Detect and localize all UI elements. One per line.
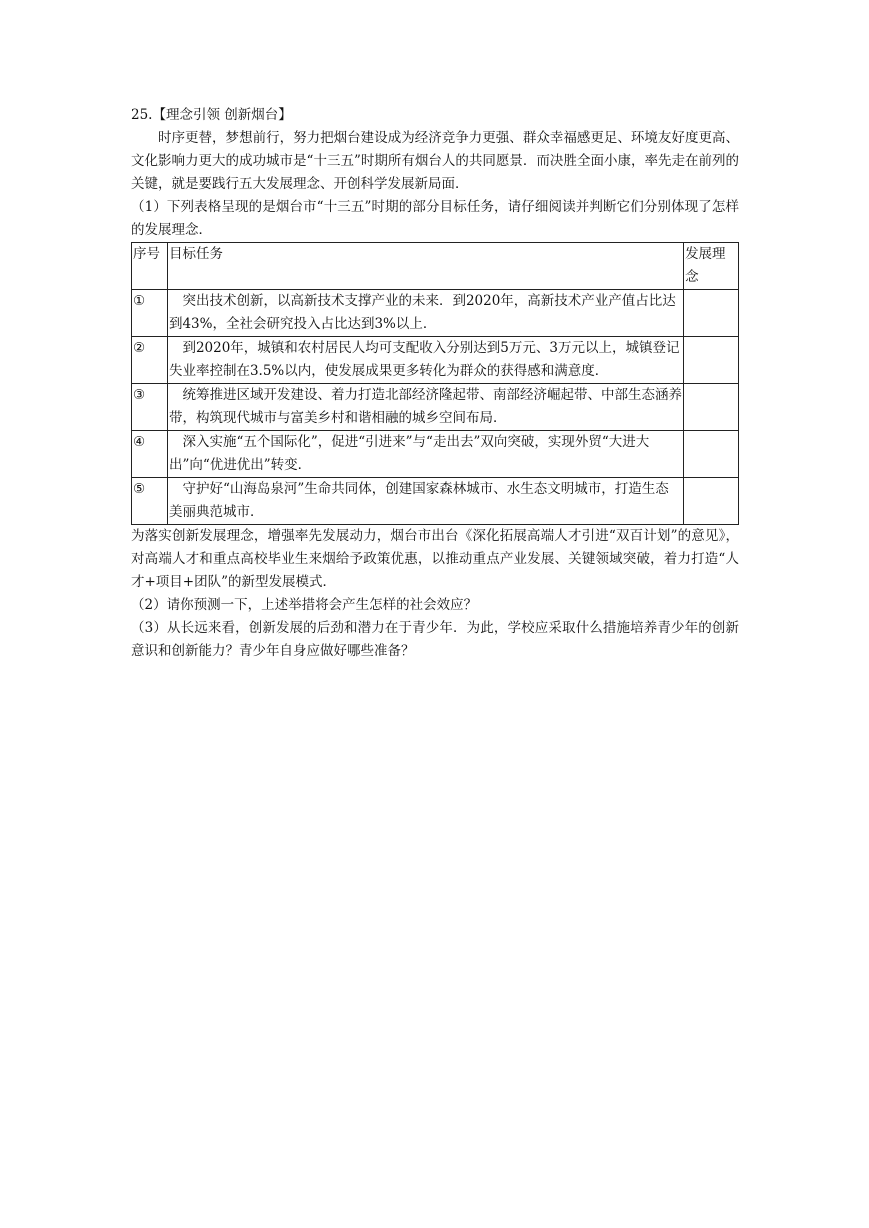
goals-table bbox=[131, 242, 739, 525]
sub-question-1: （1）下列表格呈现的是烟台市“十三五”时期的部分目标任务，请仔细阅读并判断它们分别体现了怎样的发展理念． bbox=[131, 199, 739, 238]
sub-question-3: （3）从长远来看，创新发展的后劲和潜力在于青少年．为此，学校应采取什么措施培养青少年的创新意识和创新能力？青少年自身应做好哪些准备？ bbox=[131, 620, 739, 659]
row-task: 统筹推进区域开发建设、着力打造北部经济隆起带、南部经济崛起带、中部生态涵养带，构筑现代城市与富美乡村和谐相融的城乡空间布局． bbox=[167, 384, 683, 431]
row-task: 深入实施“五个国际化”，促进“引进来”与“走出去”双向突破，实现外贸“大进大出”向“优进优出”转变． bbox=[167, 431, 683, 478]
sub-question-2: （2）请你预测一下，上述举措将会产生怎样的社会效应？ bbox=[131, 597, 478, 613]
header-task: 目标任务 bbox=[167, 243, 683, 290]
row-number: ⑤ bbox=[132, 478, 168, 525]
row-idea-blank bbox=[684, 431, 739, 478]
table-header-row bbox=[132, 243, 739, 290]
table-row bbox=[132, 290, 739, 337]
row-task: 突出技术创新，以高新技术支撑产业的未来．到2020年，高新技术产业产值占比达到43%，全社会研究投入占比达到3%以上． bbox=[167, 290, 683, 337]
question-title: 25.【理念引领 创新烟台】 bbox=[131, 107, 292, 123]
row-task: 到2020年，城镇和农村居民人均可支配收入分别达到5万元、3万元以上，城镇登记失业率控制在3.5%以内，使发展成果更多转化为群众的获得感和满意度． bbox=[167, 337, 683, 384]
question-block bbox=[131, 104, 739, 663]
table-row bbox=[132, 384, 739, 431]
table-row bbox=[132, 431, 739, 478]
row-idea-blank bbox=[684, 290, 739, 337]
row-number: ④ bbox=[132, 431, 168, 478]
header-idea: 发展理念 bbox=[684, 243, 739, 290]
intro-paragraph: 时序更替，梦想前行，努力把烟台建设成为经济竞争力更强、群众幸福感更足、环境友好度更高、文化影响力更大的成功城市是“十三五”时期所有烟台人的共同愿景．而决胜全面小康，率先走在前列的关键，就是要践行五大发展理念、开创科学发展新局面． bbox=[131, 130, 739, 192]
row-number: ① bbox=[132, 290, 168, 337]
row-task: 守护好“山海岛泉河”生命共同体，创建国家森林城市、水生态文明城市，打造生态美丽典范城市． bbox=[167, 478, 683, 525]
row-idea-blank bbox=[684, 384, 739, 431]
row-number: ② bbox=[132, 337, 168, 384]
header-number: 序号 bbox=[132, 243, 168, 290]
table-row bbox=[132, 478, 739, 525]
table-row bbox=[132, 337, 739, 384]
row-number: ③ bbox=[132, 384, 168, 431]
row-idea-blank bbox=[684, 478, 739, 525]
after-table-paragraph: 为落实创新发展理念，增强率先发展动力，烟台市出台《深化拓展高端人才引进“双百计划”的意见》，对高端人才和重点高校毕业生来烟给予政策优惠，以推动重点产业发展、关键领域突破，着力打造“人才+项目+团队”的新型发展模式． bbox=[131, 528, 739, 590]
row-idea-blank bbox=[684, 337, 739, 384]
